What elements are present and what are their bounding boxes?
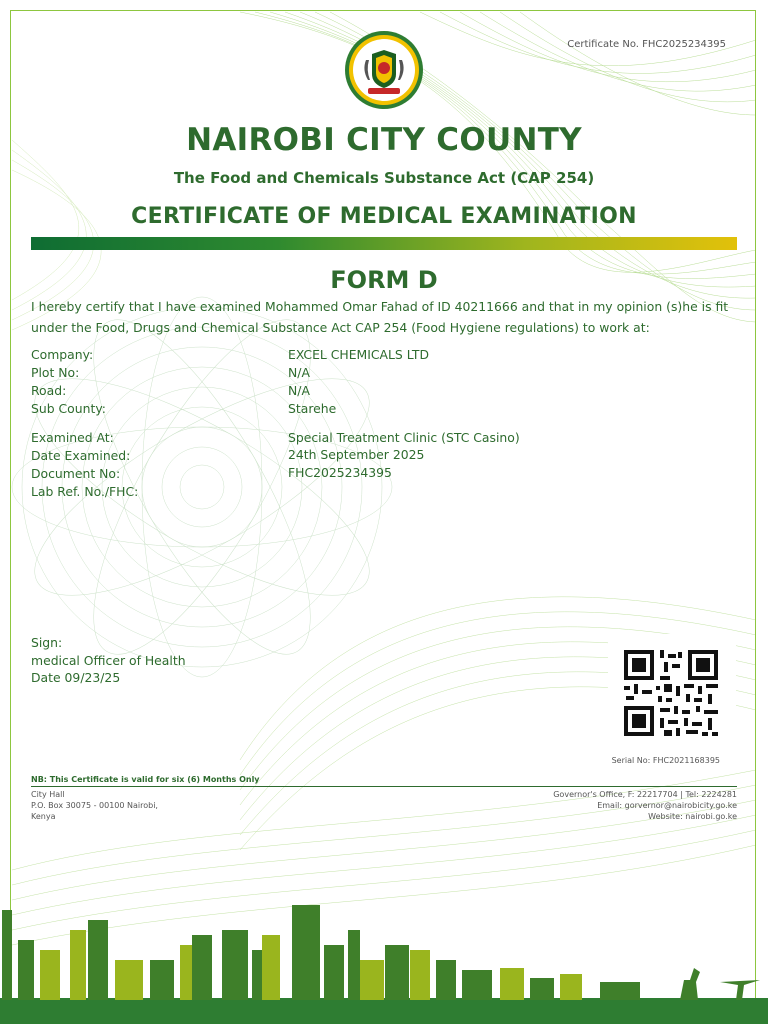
form-label: FORM D (330, 266, 438, 294)
footer-address-line: City Hall (31, 790, 65, 799)
field-label-road: Road: (31, 383, 67, 398)
county-seal-icon (344, 30, 424, 110)
sign-date: Date 09/23/25 (31, 670, 121, 685)
qr-code[interactable] (608, 634, 736, 752)
field-value-road: N/A (288, 383, 310, 398)
county-title: NAIROBI CITY COUNTY (186, 122, 582, 158)
field-label-company: Company: (31, 347, 94, 362)
officer-title: medical Officer of Health (31, 653, 186, 668)
certification-statement: I hereby certify that I have examined Mohammed Omar Fahad of ID 40211666 and that in my opinion (s)he is fit under the Food, Drugs and Chemical Substance Act CAP 254 (Food Hygiene regulations) to work at: (31, 299, 729, 335)
gradient-divider (31, 237, 737, 250)
city-skyline-illustration (0, 890, 768, 1024)
serial-number: Serial No: FHC2021168395 (611, 756, 720, 765)
field-label-plot: Plot No: (31, 365, 80, 380)
footer-contact-line: Governor's Office, F: 22217704 | Tel: 2224281 (553, 790, 737, 799)
field-label-date-examined: Date Examined: (31, 448, 131, 463)
field-value-plot: N/A (288, 365, 310, 380)
field-value-subcounty: Starehe (288, 401, 337, 416)
certificate-border (10, 10, 756, 1014)
field-value-examined-at: Special Treatment Clinic (STC Casino) (288, 430, 520, 445)
field-label-examined-at: Examined At: (31, 430, 114, 445)
qr-code-icon (608, 634, 736, 752)
certificate-title: CERTIFICATE OF MEDICAL EXAMINATION (131, 204, 637, 229)
field-label-lab-ref: Lab Ref. No./FHC: (31, 484, 139, 499)
footer-address-line: P.O. Box 30075 - 00100 Nairobi, (31, 801, 158, 810)
certificate-number: Certificate No. FHC2025234395 (567, 39, 726, 50)
footer-address-line: Kenya (31, 812, 56, 821)
field-value-date-examined: 24th September 2025 (288, 447, 425, 462)
footer-divider (31, 786, 737, 787)
act-subtitle: The Food and Chemicals Substance Act (CAP 254) (173, 169, 595, 187)
field-value-company: EXCEL CHEMICALS LTD (288, 347, 430, 362)
footer-contact (553, 789, 737, 822)
sign-label: Sign: (31, 635, 63, 650)
footer-email[interactable]: Email: gorvernor@nairobicity.go.ke (597, 801, 737, 810)
footer-address (31, 789, 158, 822)
field-label-subcounty: Sub County: (31, 401, 106, 416)
field-label-document-no: Document No: (31, 466, 121, 481)
footer-website[interactable]: Website: nairobi.go.ke (648, 812, 737, 821)
validity-note: NB: This Certificate is valid for six (6) Months Only (31, 775, 260, 784)
field-value-document-no: FHC2025234395 (288, 465, 392, 480)
